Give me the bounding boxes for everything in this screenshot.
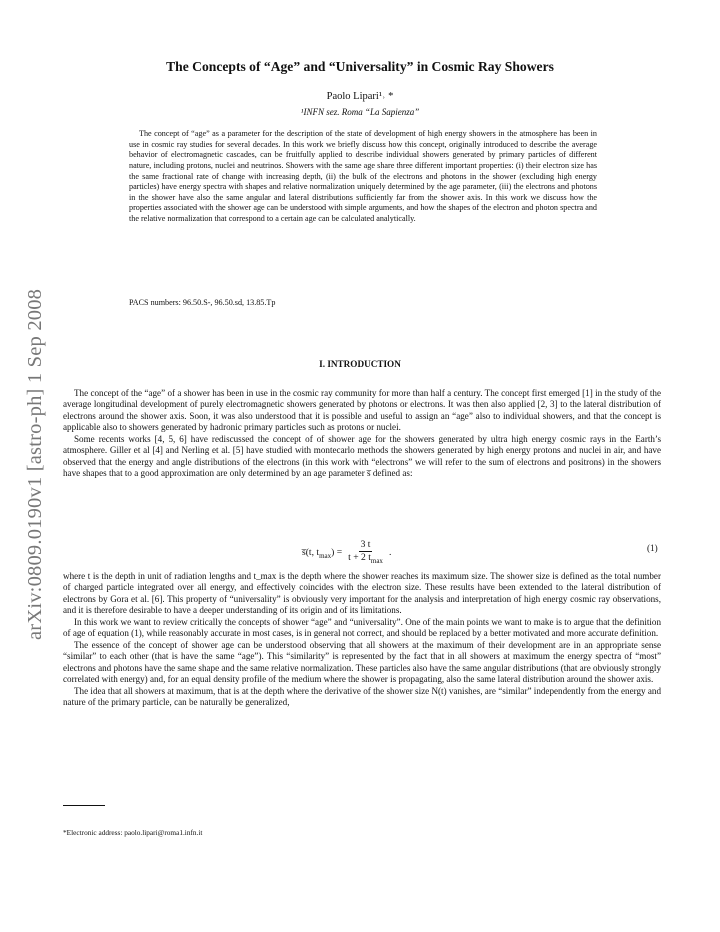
equation-fraction	[346, 539, 385, 567]
paragraph: In this work we want to review critically the concepts of shower “age” and “universality”. One of the main points we want to make is to argue that the definition of age of equation (1), while reasonably accurate in most cases, is in general not correct, and should be replaced by a better motivated and more accurate definition.	[63, 616, 661, 639]
equation-numerator: 3 t	[360, 539, 371, 550]
equation-lhs-end: ) =	[331, 546, 343, 558]
arxiv-identifier: arXiv:0809.0190v1 [astro-ph] 1 Sep 2008	[24, 288, 46, 640]
equation-denominator-sub: max	[370, 556, 383, 565]
section-heading: I. INTRODUCTION	[319, 359, 401, 369]
paragraph: Some recents works [4, 5, 6] have rediscussed the concept of of shower age for the showers generated by ultra high energy cosmic rays in the Earth’s atmosphere. Giller et al [4] and Nerling et al. [5] have studied with montecarlo methods the showers generated by high energy protons and nuclei in air, and have observed that the energy and angle distributions of the electrons (in this work with “electrons” we will refer to the sum of electrons and positrons) in the showers have shapes that to a good approximation are only determined by an age parameter s̅ defined as:	[63, 433, 661, 479]
equation-denominator	[346, 552, 385, 567]
equation-denominator-text: t + 2 t	[348, 552, 371, 563]
paragraph: The essence of the concept of shower age can be understood observing that all showers at the maximum of their development are in an appropriate sense “similar” to each other (that is have the same “age”). This “similarity” is represented by the fact that in all showers at maximum the energy spectra of “most” electrons and photons have the same shape and the same relative normalization. These particles also have the same angular distributions (that are obviously strongly correlated with energy) and, for an equal density profile of the medium where the shower is propagating, also the same lateral distribution around the shower axis.	[63, 639, 661, 685]
equation-body	[302, 539, 391, 567]
equation-lhs	[302, 547, 342, 560]
equation-number: (1)	[647, 543, 658, 553]
paragraph: The idea that all showers at maximum, that is at the depth where the derivative of the shower size N(t) vanishes, are “similar” independently from the energy and nature of the primary particle, can be naturally be generalized,	[63, 685, 661, 707]
affiliation: ¹INFN sez. Roma “La Sapienza”	[300, 107, 420, 117]
intro-body-top	[63, 388, 661, 480]
paragraph: The concept of the “age” of a shower has been in use in the cosmic ray community for more than half a century. The concept first emerged [1] in the study of the average longitudinal development of purely electromagnetic showers generated by photons or electrons. It was then also applied [2, 3] to the lateral distribution of electrons around the shower axis. Soon, it was also understood that it is possible and useful to assign an “age” also to individual showers, and that the concept is applicable also to showers generated by hadronic primary particles such as protons or nuclei.	[63, 388, 661, 433]
equation-lhs-sub: max	[319, 551, 332, 560]
equation-lhs-text: s̅(t, t	[302, 546, 320, 558]
author-line: Paolo Lipari¹˒ *	[326, 91, 394, 102]
paragraph: where t is the depth in unit of radiation lengths and t_max is the depth where the shower reaches its maximum size. The shower size is defined as the total number of charged particle integrated over all energy, and effectively coincides with the electron size. These results have been extended to the lateral distribution of electrons by Gora et al. [6]. This property of “universality” is obviously very important for the analysis and interpretation of high energy cosmic ray observations, and it is therefore desirable to have a deeper understanding of its origin and of its limitations.	[63, 571, 661, 616]
intro-body-bottom	[63, 571, 661, 708]
paper-title: The Concepts of “Age” and “Universality” in Cosmic Ray Showers	[166, 59, 554, 74]
equation-1	[0, 535, 720, 567]
footnote-rule	[63, 805, 105, 806]
abstract: The concept of “age” as a parameter for the description of the state of development of high energy showers in the atmosphere has been in use in cosmic ray studies for several decades. In this work we briefly discuss how this concept, originally introduced to describe the average behavior of electromagnetic cascades, can be fruitfully applied to describe individual showers generated by primary particles of different nature, including protons, nuclei and neutrinos. Showers with the same age share three different important properties: (i) their electron size has the same fractional rate of change with increasing depth, (ii) the bulk of the electrons and photons in the shower (excluding high energy particles) have energy spectra with shapes and relative normalization uniquely determined by the age parameter, (iii) the electrons and photons in the shower have also the same angular and lateral distributions sufficiently far from the shower axis. In this work we discuss how the properties associated with the shower age can be understood with simple arguments, and how the shapes of the electron and photon spectra and the relative normalization that correspond to a certain age can be calculated analytically.	[129, 129, 597, 223]
equation-trail: .	[388, 547, 392, 559]
footnote: *Electronic address: paolo.lipari@roma1.infn.it	[63, 828, 203, 837]
pacs-numbers: PACS numbers: 96.50.S-, 96.50.sd, 13.85.Tp	[129, 298, 276, 307]
